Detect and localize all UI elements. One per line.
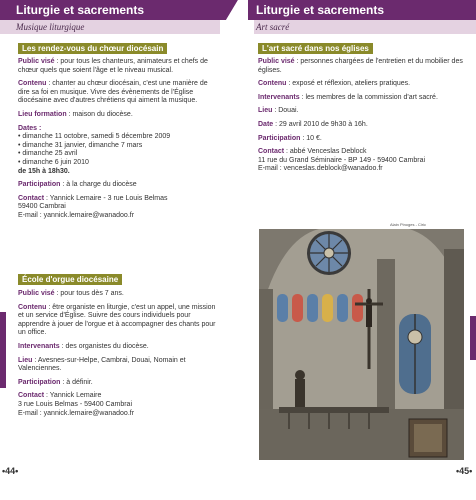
list-item: • dimanche 25 avril [18, 150, 218, 159]
side-tab [0, 312, 6, 388]
section-art-sacre-body [258, 58, 466, 174]
lieu-formation: Lieu formation : maison du diocèse. [18, 110, 133, 118]
date: Date : 29 avril 2010 de 9h30 à 16h. [258, 120, 368, 128]
participation: Participation : à la charge du diocèse [18, 181, 137, 189]
section-title-choeur: Les rendez-vous du chœur diocésain [18, 43, 167, 54]
lieu: Lieu : Avesnes-sur-Helpe, Cambrai, Douai, Nomain et Valenciennes. [18, 356, 186, 373]
photo-credit: Alain Pinoges - Ciric [390, 222, 427, 227]
intervenants: Intervenants : les membres de la commission d'art sacré. [258, 93, 438, 101]
section-choeur-body [18, 58, 218, 221]
side-tab [470, 316, 476, 360]
right-subheader: Art sacré [254, 20, 476, 34]
page-number: •45• [456, 466, 473, 476]
left-subheader: Musique liturgique [0, 20, 220, 34]
church-interior-photo [259, 229, 464, 460]
left-header: Liturgie et sacrements [0, 0, 226, 20]
contact: Contact : abbé Venceslas Deblock 11 rue du Grand Séminaire - BP 149 - 59400 Cambrai E-mail : venceslas.deblock@wanadoo.fr [258, 148, 466, 174]
list-item: • dimanche 6 juin 2010 [18, 159, 218, 168]
dates-list [18, 133, 218, 167]
contenu: Contenu : être organiste en liturgie, c'est un appel, une mission et un service d'Église. Suivre des cours individuels pour apprendre à jouer de l'orgue et à accompagner des chants pour un office. [18, 303, 216, 337]
contenu: Contenu : exposé et réflexion, ateliers pratiques. [258, 80, 411, 88]
list-item: • dimanche 11 octobre, samedi 5 décembre 2009 [18, 133, 218, 142]
contenu: Contenu : chanter au chœur diocésain, c'est une manière de dire sa foi en musique. Vivre des évènements de l'Église diocésaine avec d'autres chrétiens qui aiment la musique. [18, 80, 208, 105]
section-orgue-body [18, 290, 218, 418]
contact: Contact : Yannick Lemaire - 3 rue Louis Belmas 59400 Cambrai E-mail : yannick.lemaire@wanadoo.fr [18, 195, 218, 221]
right-header: Liturgie et sacrements [248, 0, 476, 20]
public-vise: Public visé : personnes chargées de l'entretien et du mobilier des églises. [258, 58, 463, 74]
participation: Participation : 10 €. [258, 134, 322, 142]
hours: de 15h à 18h30. [18, 167, 70, 175]
church-interior-illustration [259, 229, 464, 460]
email-link[interactable]: E-mail : venceslas.deblock@wanadoo.fr [258, 165, 383, 173]
contact: Contact : Yannick Lemaire 3 rue Louis Belmas - 59400 Cambrai E-mail : yannick.lemaire@wanadoo.fr [18, 392, 218, 418]
list-item: • dimanche 31 janvier, dimanche 7 mars [18, 142, 218, 151]
email-link[interactable]: E-mail : yannick.lemaire@wanadoo.fr [18, 211, 135, 219]
dates: Dates : • dimanche 11 octobre, samedi 5 décembre 2009 • dimanche 31 janvier, dimanche 7 mars • dimanche 25 avril • dimanche 6 juin 2010 de 15h à 18h30. [18, 125, 218, 177]
intervenants: Intervenants : des organistes du diocèse. [18, 342, 149, 350]
lieu: Lieu : Douai. [258, 107, 299, 115]
page-number: •44• [2, 466, 19, 476]
public-vise: Public visé : pour tous dès 7 ans. [18, 290, 124, 297]
email-link[interactable]: E-mail : yannick.lemaire@wanadoo.fr [18, 409, 135, 417]
public-vise: Public visé : pour tous les chanteurs, animateurs et chefs de chœur quels que soient l'âge et le niveau musical. [18, 58, 208, 74]
section-title-art-sacre: L'art sacré dans nos églises [258, 43, 373, 54]
section-title-orgue: École d'orgue diocésaine [18, 274, 122, 285]
participation: Participation : à définir. [18, 378, 93, 386]
